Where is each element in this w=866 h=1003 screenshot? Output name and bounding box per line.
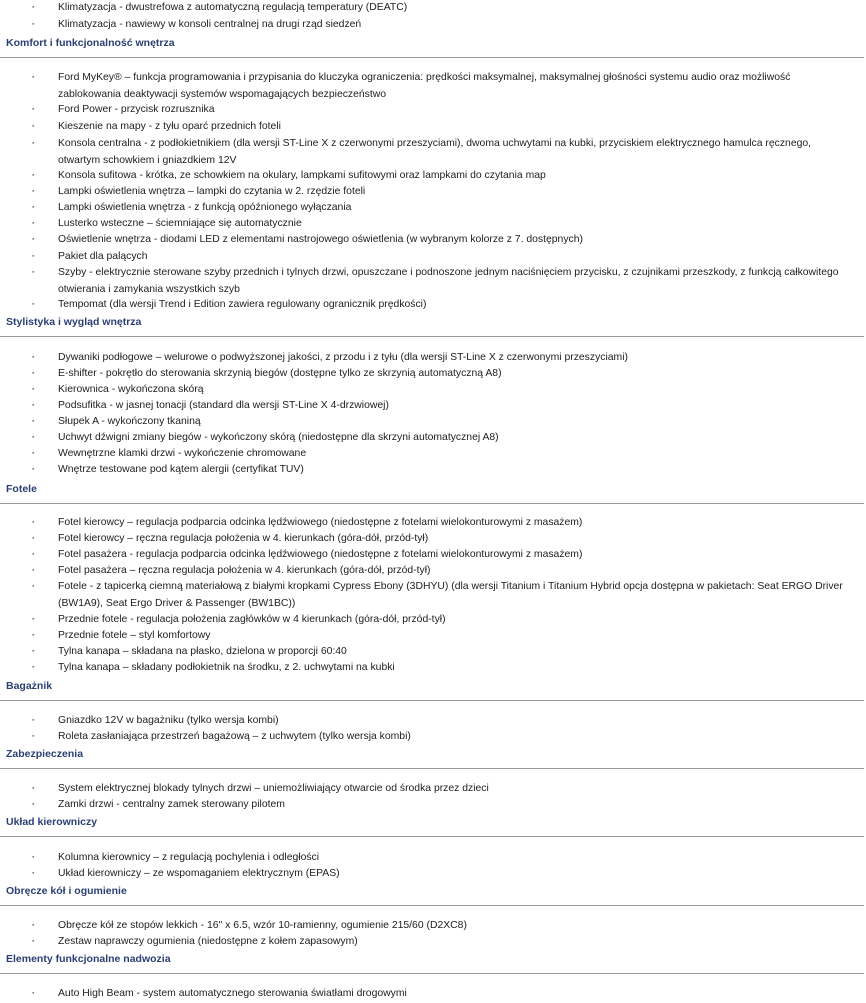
bullet-icon: ▪ [32, 733, 35, 740]
bullet-icon: ▪ [32, 785, 35, 792]
section-divider [0, 503, 864, 504]
section-divider [0, 973, 864, 974]
list-item-text: Lampki oświetlenia wnętrza - z funkcją opóźnionego wyłączania [58, 202, 352, 213]
list-item-text: Zestaw naprawczy ogumienia (niedostępne z kołem zapasowym) [58, 936, 358, 947]
list-item-text: Tylna kanapa – składany podłokietnik na środku, z 2. uchwytami na kubki [58, 662, 395, 673]
bullet-icon: ▪ [32, 386, 35, 393]
bullet-icon: ▪ [32, 632, 35, 639]
section-title: Stylistyka i wygląd wnętrza [6, 316, 142, 328]
bullet-icon: ▪ [32, 21, 35, 28]
bullet-icon: ▪ [32, 188, 35, 195]
list-item-text: Lusterko wsteczne – ściemniające się automatycznie [58, 218, 302, 229]
list-item-text: Wewnętrzne klamki drzwi - wykończenie chromowane [58, 448, 307, 459]
bullet-icon: ▪ [32, 854, 35, 861]
section-title: Bagażnik [6, 680, 53, 692]
bullet-icon: ▪ [32, 402, 35, 409]
section-divider [0, 700, 864, 701]
bullet-icon: ▪ [32, 551, 35, 558]
bullet-icon: ▪ [32, 870, 35, 877]
section-divider [0, 57, 864, 58]
bullet-icon: ▪ [32, 717, 35, 724]
list-item-text: Tempomat (dla wersji Trend i Edition zawiera regulowany ogranicznik prędkości) [58, 299, 427, 310]
bullet-icon: ▪ [32, 567, 35, 574]
list-item-text: Auto High Beam - system automatycznego sterowania światłami drogowymi [58, 988, 407, 999]
list-item-text: Kolumna kierownicy – z regulacją pochylenia i odległości [58, 852, 320, 863]
list-item-text: Kierownica - wykończona skórą [58, 384, 204, 395]
bullet-icon: ▪ [32, 301, 35, 308]
list-item-text: Oświetlenie wnętrza - diodami LED z elementami nastrojowego oświetlenia (w wybranym kolorze z 7. dostępnych) [58, 234, 583, 245]
bullet-icon: ▪ [32, 140, 35, 147]
bullet-icon: ▪ [32, 106, 35, 113]
list-item-text: E-shifter - pokrętło do sterowania skrzynią biegów (dostępne tylko ze skrzynią automatyczną A8) [58, 368, 502, 379]
bullet-icon: ▪ [32, 922, 35, 929]
list-item-text: Układ kierowniczy – ze wspomaganiem elektrycznym (EPAS) [58, 868, 340, 879]
section-title: Fotele [6, 483, 37, 495]
list-item-text: Fotel kierowcy – ręczna regulacja położenia w 4. kierunkach (góra-dół, przód-tył) [58, 533, 429, 544]
bullet-icon: ▪ [32, 253, 35, 260]
bullet-icon: ▪ [32, 648, 35, 655]
bullet-icon: ▪ [32, 354, 35, 361]
list-item-text: Dywaniki podłogowe – welurowe o podwyższonej jakości, z przodu i z tyłu (dla wersji ST-Line X z czerwonymi przeszyciami) [58, 352, 628, 363]
bullet-icon: ▪ [32, 990, 35, 997]
section-title: Komfort i funkcjonalność wnętrza [6, 37, 175, 49]
bullet-icon: ▪ [32, 269, 35, 276]
bullet-icon: ▪ [32, 450, 35, 457]
list-item-text: Fotel kierowcy – regulacja podparcia odcinka lędźwiowego (niedostępne z fotelami wielokonturowymi z masażem) [58, 517, 583, 528]
bullet-icon: ▪ [32, 519, 35, 526]
bullet-icon: ▪ [32, 434, 35, 441]
list-item-text: Konsola sufitowa - krótka, ze schowkiem na okulary, lampkami sufitowymi oraz lampkami do czytania map [58, 170, 546, 181]
list-item-text: Słupek A - wykończony tkaniną [58, 416, 201, 427]
list-item-text: Szyby - elektrycznie sterowane szyby przednich i tylnych drzwi, opuszczane i podnoszone jednym naciśnięciem przycisku, z czujnikami przeszkody, z funkcją całkowitego otwierania i zamykania wszystkich szyb [58, 267, 839, 295]
bullet-icon: ▪ [32, 583, 35, 590]
bullet-icon: ▪ [32, 370, 35, 377]
bullet-icon: ▪ [32, 664, 35, 671]
bullet-icon: ▪ [32, 938, 35, 945]
bullet-icon: ▪ [32, 466, 35, 473]
bullet-icon: ▪ [32, 418, 35, 425]
list-item-text: Fotel pasażera - regulacja podparcia odcinka lędźwiowego (niedostępne z fotelami wielokonturowymi z masażem) [58, 549, 583, 560]
bullet-icon: ▪ [32, 74, 35, 81]
list-item-text: Lampki oświetlenia wnętrza – lampki do czytania w 2. rzędzie foteli [58, 186, 366, 197]
section-divider [0, 905, 864, 906]
bullet-icon: ▪ [32, 123, 35, 130]
list-item-text: Fotele - z tapicerką ciemną materiałową z białymi kropkami Cypress Ebony (3DHYU) (dla wersji Titanium i Titanium Hybrid opcja dostępna w pakietach: Seat ERGO Driver (BW1A9), Seat Ergo Driver & Passenger (BW1BC)) [58, 581, 843, 609]
section-title: Zabezpieczenia [6, 748, 84, 760]
list-item-text: Klimatyzacja - dwustrefowa z automatyczną regulacją temperatury (DEATC) [58, 2, 408, 13]
list-item-text: Ford Power - przycisk rozrusznika [58, 104, 215, 115]
list-item-text: Ford MyKey® – funkcja programowania i przypisania do kluczyka ograniczenia: prędkości maksymalnej, maksymalnej głośności systemu audio oraz możliwość zablokowania deaktywacji systemów wspomagających bezpieczeństwo [58, 72, 791, 100]
bullet-icon: ▪ [32, 4, 35, 11]
bullet-icon: ▪ [32, 801, 35, 808]
section-title: Elementy funkcjonalne nadwozia [6, 953, 171, 965]
list-item-text: Klimatyzacja - nawiewy w konsoli centralnej na drugi rząd siedzeń [58, 19, 362, 30]
list-item-text: Wnętrze testowane pod kątem alergii (certyfikat TUV) [58, 464, 304, 475]
list-item-text: Tylna kanapa – składana na płasko, dzielona w proporcji 60:40 [58, 646, 347, 657]
list-item-text: Zamki drzwi - centralny zamek sterowany pilotem [58, 799, 285, 810]
section-divider [0, 836, 864, 837]
bullet-icon: ▪ [32, 535, 35, 542]
list-item-text: Pakiet dla palących [58, 251, 148, 262]
list-item-text: Przednie fotele – styl komfortowy [58, 630, 211, 641]
bullet-icon: ▪ [32, 220, 35, 227]
list-item-text: Uchwyt dźwigni zmiany biegów - wykończony skórą (niedostępne dla skrzyni automatycznej A8) [58, 432, 499, 443]
section-title: Układ kierowniczy [6, 816, 98, 828]
bullet-icon: ▪ [32, 172, 35, 179]
bullet-icon: ▪ [32, 616, 35, 623]
bullet-icon: ▪ [32, 236, 35, 243]
bullet-icon: ▪ [32, 204, 35, 211]
list-item-text: Konsola centralna - z podłokietnikiem (dla wersji ST-Line X z czerwonymi przeszyciami), dwoma uchwytami na kubki, przyciskiem elektrycznego hamulca ręcznego, otwartym schowkiem i gniazdkiem 12V [58, 138, 812, 166]
list-item-text: Podsufitka - w jasnej tonacji (standard dla wersji ST-Line X 4-drzwiowej) [58, 400, 389, 411]
list-item-text: Kieszenie na mapy - z tyłu oparć przednich foteli [58, 121, 281, 132]
list-item-text: Przednie fotele - regulacja położenia zagłówków w 4 kierunkach (góra-dół, przód-tył) [58, 614, 446, 625]
list-item-text: Gniazdko 12V w bagażniku (tylko wersja kombi) [58, 715, 279, 726]
section-title: Obręcze kół i ogumienie [6, 885, 127, 897]
list-item-text: Obręcze kół ze stopów lekkich - 16" x 6.5, wzór 10-ramienny, ogumienie 215/60 (D2XC8) [58, 920, 467, 931]
section-divider [0, 768, 864, 769]
section-divider [0, 336, 864, 337]
list-item-text: Fotel pasażera – ręczna regulacja położenia w 4. kierunkach (góra-dół, przód-tył) [58, 565, 431, 576]
list-item-text: Roleta zasłaniająca przestrzeń bagażową – z uchwytem (tylko wersja kombi) [58, 731, 411, 742]
list-item-text: System elektrycznej blokady tylnych drzwi – uniemożliwiający otwarcie od środka przez dzieci [58, 783, 489, 794]
